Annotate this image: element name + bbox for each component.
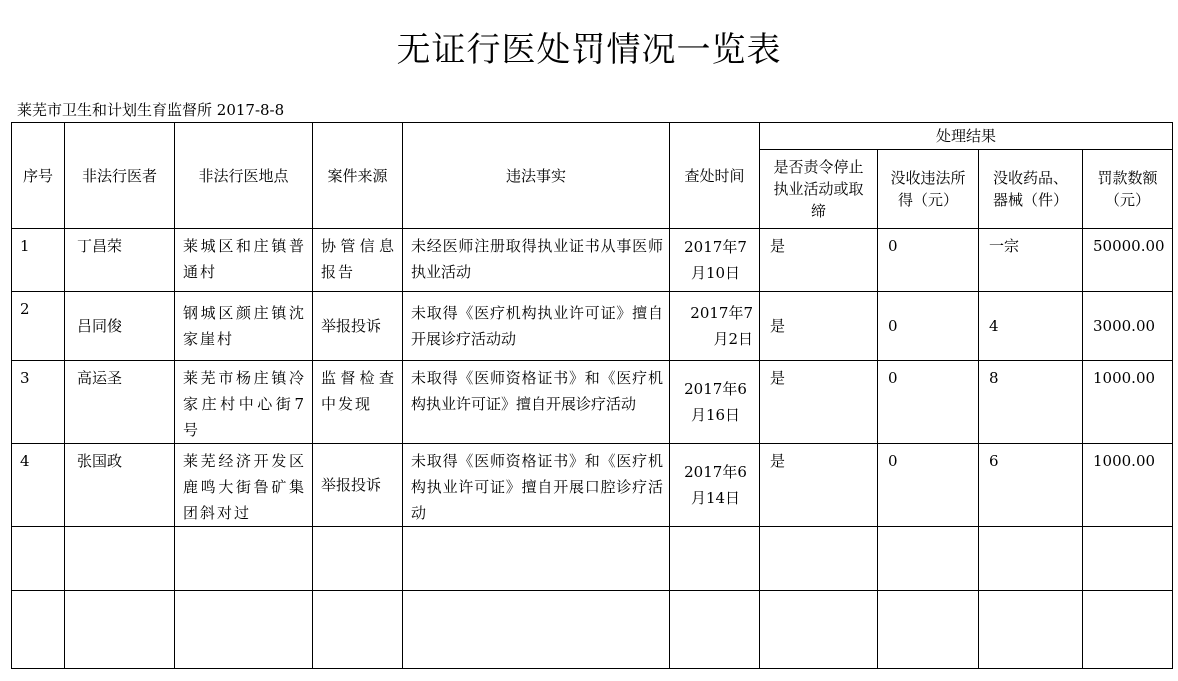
cell-date: 2017年6月16日: [670, 361, 760, 444]
cell-location: 莱城区和庄镇普通村: [175, 229, 313, 292]
header-stop-practice: 是否责令停止执业活动或取缔: [760, 150, 878, 229]
header-date: 查处时间: [670, 123, 760, 229]
cell-name: 张国政: [65, 444, 175, 527]
table-row: [12, 361, 1173, 444]
cell-stop-practice: 是: [760, 444, 878, 527]
empty-cell: [979, 591, 1083, 669]
cell-facts: 未取得《医疗机构执业许可证》擅自开展诊疗活动动: [403, 292, 670, 361]
empty-cell: [403, 527, 670, 591]
empty-cell: [760, 527, 878, 591]
empty-cell: [175, 591, 313, 669]
header-confiscate-drugs: 没收药品、器械（件）: [979, 150, 1083, 229]
header-fine: 罚款数额（元）: [1083, 150, 1173, 229]
cell-confiscate-income: 0: [878, 292, 979, 361]
cell-facts: 未经医师注册取得执业证书从事医师执业活动: [403, 229, 670, 292]
penalty-table: [11, 122, 1173, 669]
header-name: 非法行医者: [65, 123, 175, 229]
cell-confiscate-income: 0: [878, 444, 979, 527]
cell-confiscate-drugs: 4: [979, 292, 1083, 361]
cell-seq: 2: [12, 292, 65, 361]
cell-facts: 未取得《医师资格证书》和《医疗机构执业许可证》擅自开展口腔诊疗活动: [403, 444, 670, 527]
cell-date: 2017年6月14日: [670, 444, 760, 527]
empty-cell: [670, 527, 760, 591]
cell-fine: 50000.00: [1083, 229, 1173, 292]
empty-cell: [313, 591, 403, 669]
header-location: 非法行医地点: [175, 123, 313, 229]
empty-cell: [878, 591, 979, 669]
cell-stop-practice: 是: [760, 292, 878, 361]
cell-date: 2017年7月10日: [670, 229, 760, 292]
cell-source: 监督检查中发现: [313, 361, 403, 444]
empty-cell: [175, 527, 313, 591]
cell-name: 吕同俊: [65, 292, 175, 361]
empty-cell: [1083, 527, 1173, 591]
empty-cell: [12, 591, 65, 669]
cell-fine: 3000.00: [1083, 292, 1173, 361]
cell-location: 莱芜经济开发区鹿鸣大街鲁矿集团斜对过: [175, 444, 313, 527]
empty-cell: [65, 527, 175, 591]
empty-cell: [12, 527, 65, 591]
cell-confiscate-drugs: 8: [979, 361, 1083, 444]
cell-seq: 4: [12, 444, 65, 527]
header-source: 案件来源: [313, 123, 403, 229]
cell-stop-practice: 是: [760, 229, 878, 292]
empty-cell: [760, 591, 878, 669]
cell-name: 高运圣: [65, 361, 175, 444]
empty-row: [12, 591, 1173, 669]
cell-confiscate-drugs: 6: [979, 444, 1083, 527]
cell-stop-practice: 是: [760, 361, 878, 444]
cell-fine: 1000.00: [1083, 361, 1173, 444]
cell-confiscate-drugs: 一宗: [979, 229, 1083, 292]
empty-cell: [979, 527, 1083, 591]
cell-source: 举报投诉: [313, 292, 403, 361]
cell-fine: 1000.00: [1083, 444, 1173, 527]
cell-location: 莱芜市杨庄镇冷家庄村中心街7号: [175, 361, 313, 444]
cell-location: 钢城区颜庄镇沈家崖村: [175, 292, 313, 361]
cell-date: 2017年7月2日: [670, 292, 760, 361]
table-row: [12, 229, 1173, 292]
document-subtitle: 莱芜市卫生和计划生育监督所 2017-8-8: [17, 101, 285, 119]
cell-seq: 3: [12, 361, 65, 444]
empty-row: [12, 527, 1173, 591]
cell-name: 丁昌荣: [65, 229, 175, 292]
header-confiscate-income: 没收违法所得（元）: [878, 150, 979, 229]
cell-facts: 未取得《医师资格证书》和《医疗机构执业许可证》擅自开展诊疗活动: [403, 361, 670, 444]
empty-cell: [878, 527, 979, 591]
cell-confiscate-income: 0: [878, 361, 979, 444]
header-facts: 违法事实: [403, 123, 670, 229]
empty-cell: [403, 591, 670, 669]
empty-cell: [670, 591, 760, 669]
empty-cell: [313, 527, 403, 591]
empty-cell: [65, 591, 175, 669]
cell-seq: 1: [12, 229, 65, 292]
header-seq: 序号: [12, 123, 65, 229]
table-row: [12, 444, 1173, 527]
header-result-group: 处理结果: [760, 123, 1173, 150]
document-title: 无证行医处罚情况一览表: [396, 30, 782, 70]
cell-source: 举报投诉: [313, 444, 403, 527]
cell-confiscate-income: 0: [878, 229, 979, 292]
cell-source: 协管信息报告: [313, 229, 403, 292]
empty-cell: [1083, 591, 1173, 669]
table-row: [12, 292, 1173, 361]
header-row-group: [12, 123, 1173, 150]
